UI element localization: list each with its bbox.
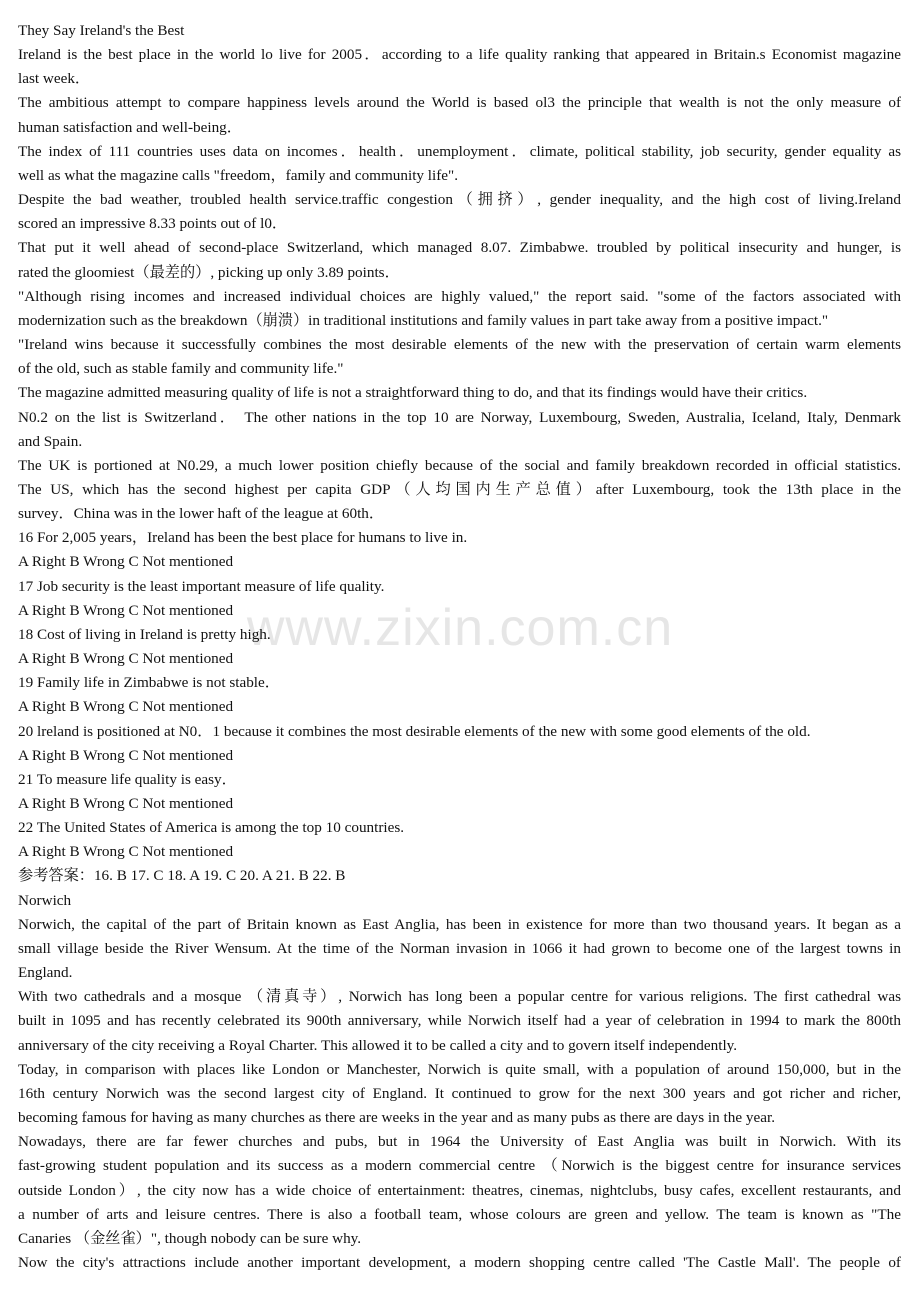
article-1-line: The magazine admitted measuring quality of life is not a straightforward thing to do, and that its findings would have their critics. [18,384,808,402]
question-stem: 20 lreland is positioned at N0．1 because it combines the most desirable elements of the new with some good elements of the old. [18,722,811,740]
question-stem: 19 Family life in Zimbabwe is not stable． [18,674,280,692]
article-2-line: outside London）, the city now has a wide choice of entertainment: theatres, cinemas, nightclubs, busy cafes, excellent restaurants, and [18,1181,901,1199]
question-list [18,526,901,864]
article-1-line: The ambitious attempt to compare happiness levels around the World is based ol3 the principle that wealth is not the only measure of [18,94,901,112]
article-2-line: built in 1095 and has recently celebrated its 900th anniversary, while Norwich itself had a year of celebration in 1994 to mark the 800th [18,1012,901,1030]
article-1-line: "Although rising incomes and increased individual choices are highly valued," the report said. "some of the factors associated with [18,287,901,305]
article-1-line: and Spain. [18,432,83,450]
article-2-line: England. [18,964,73,982]
article-2-line: fast-growing student population and its success as a modern commercial centre （Norwich is the biggest centre for insurance services [18,1157,901,1175]
question-stem: 21 To measure life quality is easy． [18,770,237,788]
question-stem: 17 Job security is the least important measure of life quality. [18,577,385,595]
article-1-title: They Say Ireland's the Best [18,22,185,39]
article-1-line: The US, which has the second highest per capita GDP（人均国内生产总值）after Luxembourg, took the 13th place in the [18,480,901,498]
article-1-line: Ireland is the best place in the world lo live for 2005．according to a life quality ranking that appeared in Britain.s Economist magazine [18,46,901,64]
article-2-line: Now the city's attractions include another important development, a modern shopping centre called 'The Castle Mall'. The people of [18,1253,901,1271]
article-1-line: human satisfaction and well-being． [18,118,242,136]
article-2-line: Nowadays, there are far fewer churches and pubs, but in 1964 the University of East Anglia was built in Norwich. With its [18,1133,901,1151]
question-options: A Right B Wrong C Not mentioned [18,553,234,571]
article-2-title: Norwich [18,891,72,909]
article-2-line: becoming famous for having as many churches as there are weeks in the year and as many pubs as there are days in the year. [18,1109,775,1127]
article-1-line: The index of 111 countries uses data on incomes．health．unemployment．climate, political stability, job security, gender equality as [18,142,901,160]
answer-key: 参考答案：16. B 17. C 18. A 19. C 20. A 21. B 22. B [18,867,346,885]
article-1-line: The UK is portioned at N0.29, a much lower position chiefly because of the social and family breakdown recorded in official statistics. [18,456,901,474]
article-2-line: 16th century Norwich was the second largest city of England. It continued to grow for the next 300 years and got richer and richer, [18,1084,901,1102]
question-options: A Right B Wrong C Not mentioned [18,650,234,668]
document-body [18,19,901,1275]
question-options: A Right B Wrong C Not mentioned [18,843,234,861]
question-options: A Right B Wrong C Not mentioned [18,698,234,716]
article-1-line: modernization such as the breakdown（崩溃）in traditional institutions and family values in part take away from a positive impact." [18,311,829,329]
article-1-line: scored an impressive 8.33 points out of l0． [18,215,288,233]
article-1-line: rated the gloomiest（最差的）, picking up only 3.89 points． [18,263,400,281]
article-2-line: small village beside the River Wensum. At the time of the Norman invasion in 1066 it had grown to become one of the largest towns in [18,939,901,957]
question-options: A Right B Wrong C Not mentioned [18,601,234,619]
article-1-body [18,43,901,526]
question-options: A Right B Wrong C Not mentioned [18,746,234,764]
question-stem: 18 Cost of living in Ireland is pretty high. [18,625,271,643]
question-options: A Right B Wrong C Not mentioned [18,795,234,812]
question-stem: 16 For 2,005 years，Ireland has been the best place for humans to live in. [18,529,468,547]
article-2-line: anniversary of the city receiving a Royal Charter. This allowed it to be called a city and to govern itself independently. [18,1036,738,1054]
article-1-line: survey．China was in the lower haft of the league at 60th． [18,505,385,523]
article-1-line: of the old, such as stable family and community life." [18,360,344,378]
article-1-line: well as what the magazine calls "freedom，family and community life". [18,166,459,184]
article-2-line: Norwich, the capital of the part of Britain known as East Anglia, has been in existence for more than two thousand years. It began as a [18,915,901,933]
question-stem: 22 The United States of America is among the top 10 countries. [18,819,405,837]
article-2-body [18,913,901,1275]
article-1-line: That put it well ahead of second-place Switzerland, which managed 8.07. Zimbabwe. troubled by political insecurity and hunger, is [18,239,901,257]
article-1-line: Despite the bad weather, troubled health service.traffic congestion（拥挤）, gender inequality, and the high cost of living.Ireland [18,191,901,209]
article-1-line: "Ireland wins because it successfully combines the most desirable elements of the new with the preservation of certain warm elements [18,336,901,354]
article-2-line: With two cathedrals and a mosque （清真寺）, Norwich has long been a popular centre for various religions. The first cathedral was [18,988,901,1006]
article-2-line: a number of arts and leisure centres. There is also a football team, whose colours are green and yellow. The team is known as "The [18,1205,901,1223]
watermark: www.zixin.com.cn [246,599,674,657]
article-1-line: last week． [18,70,91,88]
article-2-line: Canaries （金丝雀）", though nobody can be sure why. [18,1229,362,1247]
article-1-line: N0.2 on the list is Switzerland． The other nations in the top 10 are Norway, Luxembourg, Sweden, Australia, Iceland, Italy, Denmark [18,408,901,426]
article-2-line: Today, in comparison with places like London or Manchester, Norwich is quite small, with a population of around 150,000, but in the [18,1060,901,1078]
